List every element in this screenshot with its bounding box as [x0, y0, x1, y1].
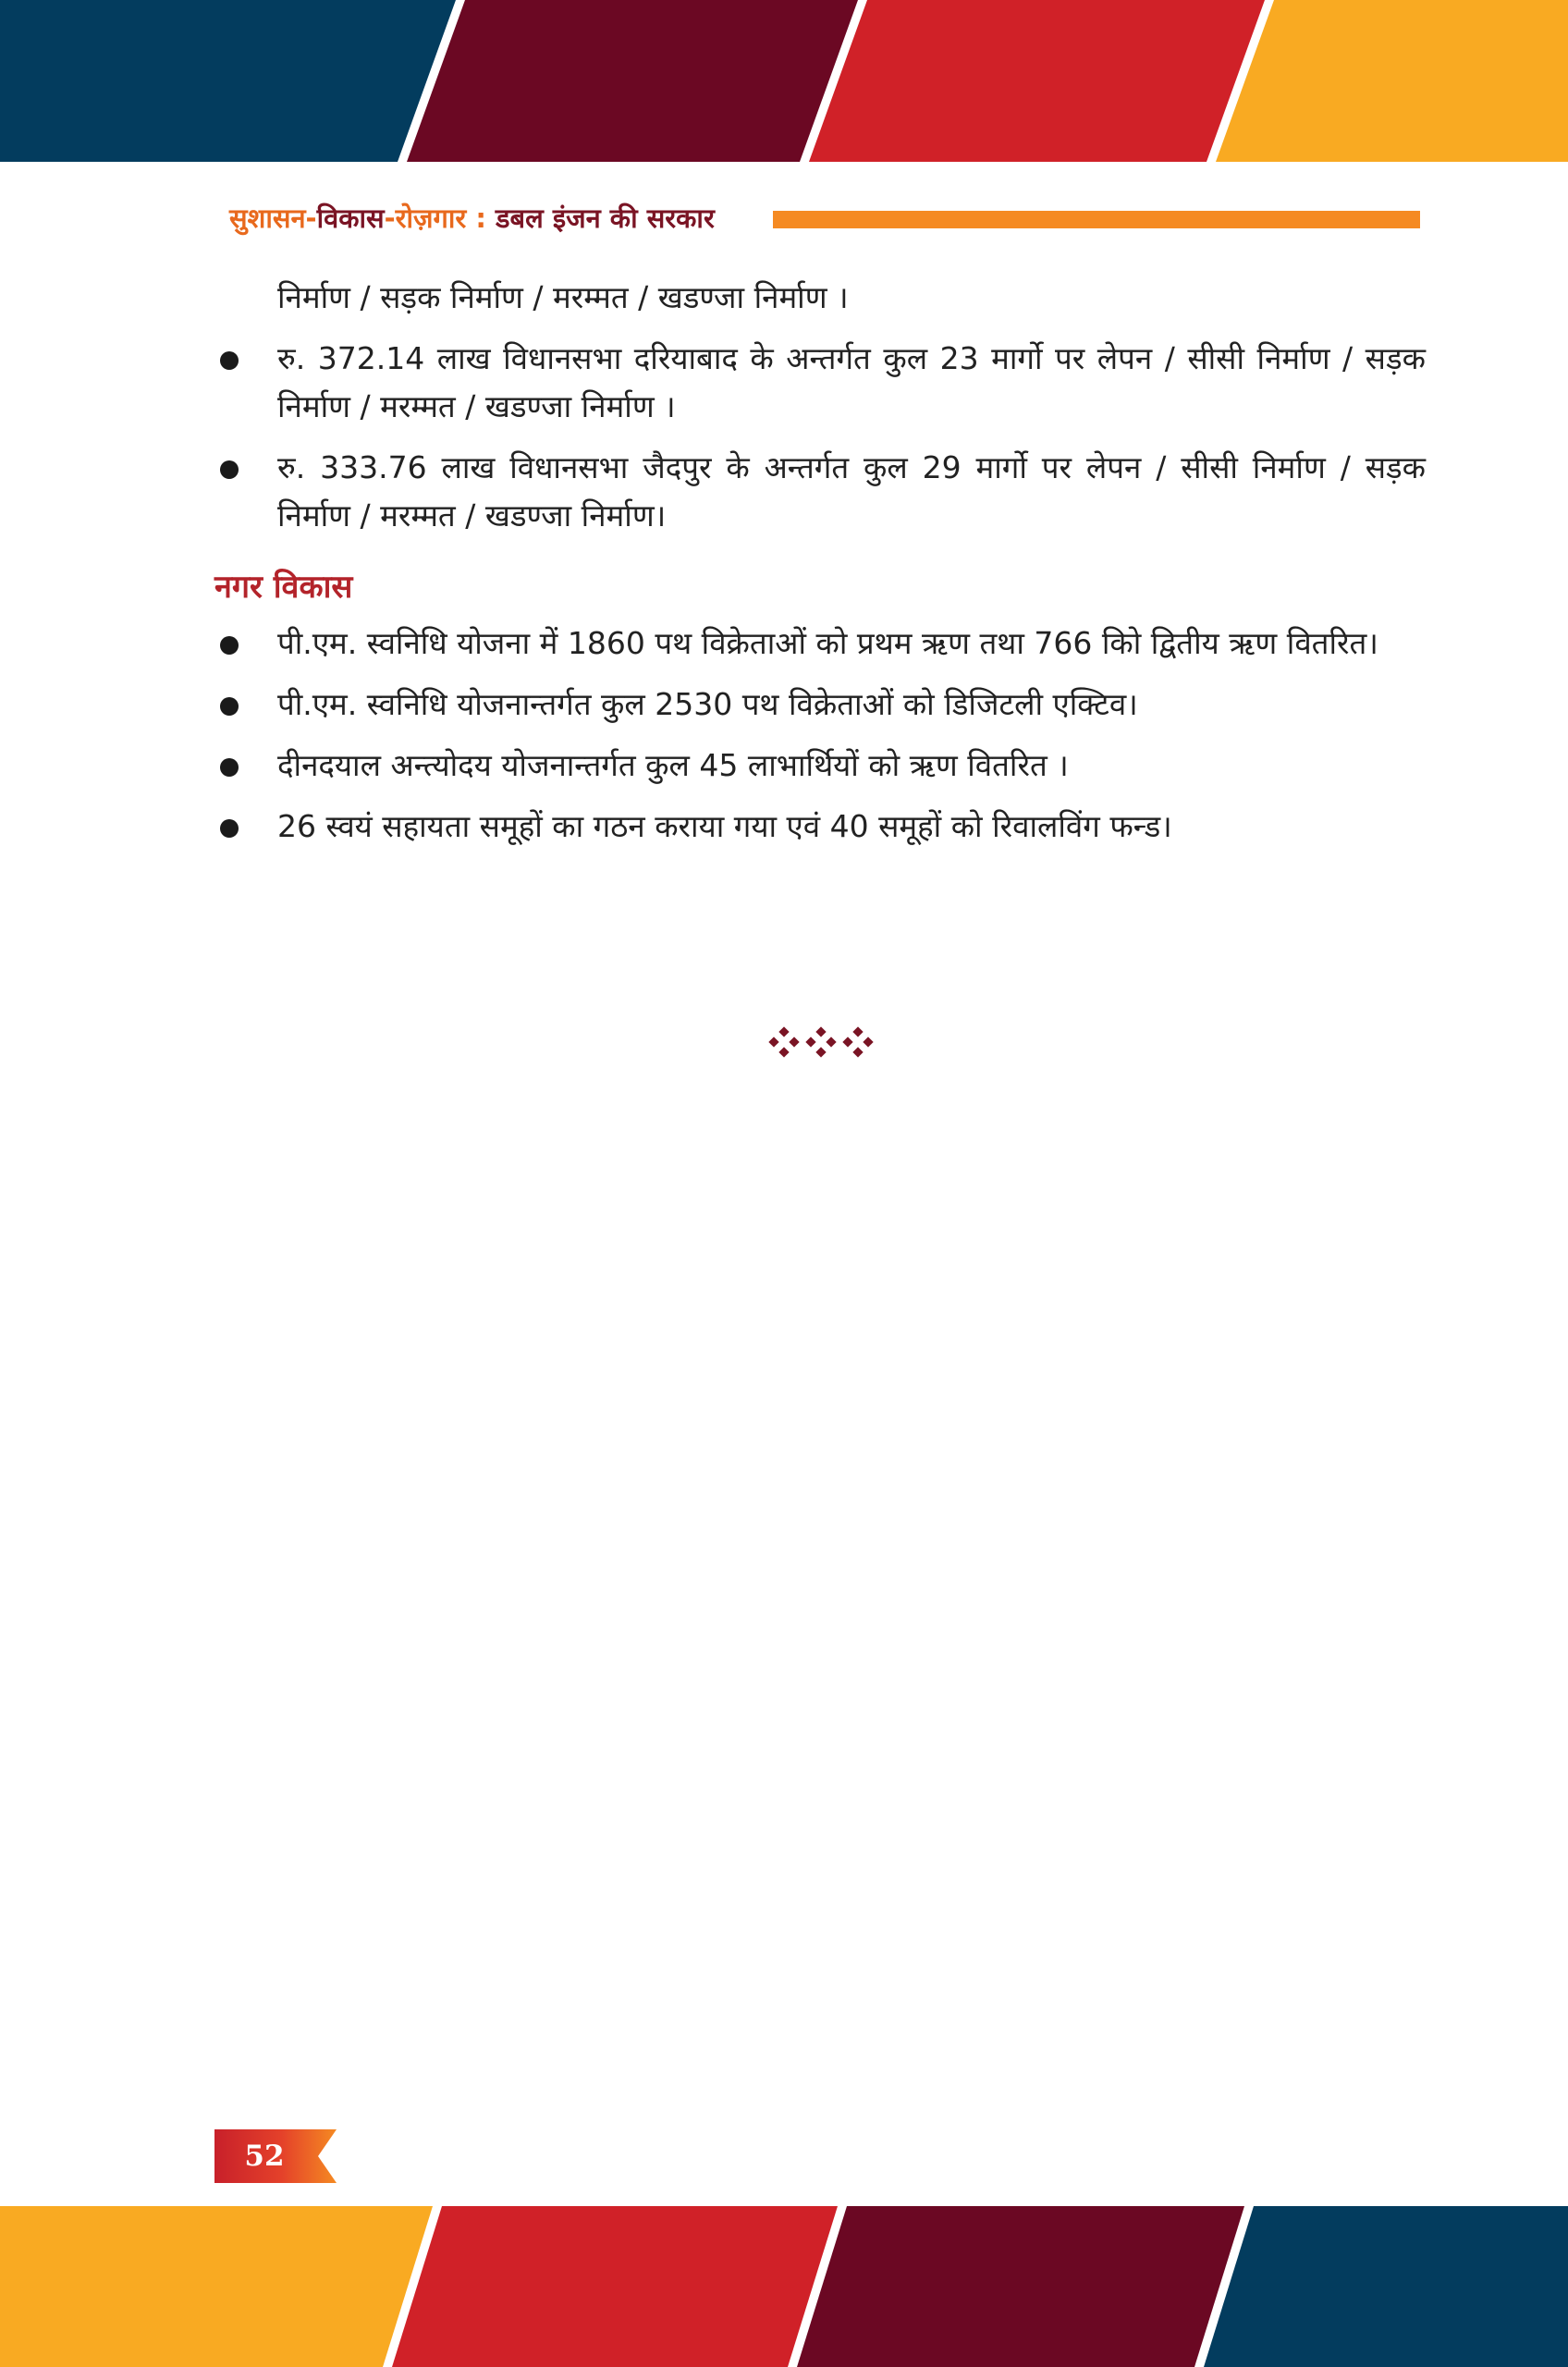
diamond-cluster-icon-3 — [842, 1026, 874, 1058]
bullet-text: दीनदयाल अन्त्योदय योजनान्तर्गत कुल 45 लाभार्थियों को ऋण वितरित । — [277, 747, 1069, 783]
bullet-icon — [220, 351, 239, 370]
bullet-icon — [220, 758, 239, 777]
bullet-icon — [220, 697, 239, 716]
bullet-item — [214, 742, 1426, 790]
bullet-text: 26 स्वयं सहायता समूहों का गठन कराया गया एवं 40 समूहों को रिवालविंग फन्ड। — [277, 808, 1172, 844]
bullet-item — [214, 444, 1426, 540]
bullet-item — [214, 335, 1426, 431]
header-title-part1: सुशासन- — [229, 202, 317, 234]
bullet-text: पी.एम. स्वनिधि योजना में 1860 पथ विक्रेताओं को प्रथम ऋण तथा 766 किो द्वितीय ऋण वितरित। — [277, 625, 1378, 661]
bullet-text: रु. 372.14 लाख विधानसभा दरियाबाद के अन्तर्गत कुल 23 मार्गो पर लेपन / सीसी निर्माण / सड़क निर्माण / मरम्मत / खडण्जा निर्माण । — [277, 340, 1426, 424]
bullet-text: पी.एम. स्वनिधि योजनान्तर्गत कुल 2530 पथ विक्रेताओं को डिजिटली एक्टिव। — [277, 686, 1138, 722]
header-title-part4: डबल इंजन की सरकार — [496, 202, 715, 234]
bullet-icon — [220, 819, 239, 838]
diamond-cluster-icon-1 — [768, 1026, 800, 1058]
bottom-color-band — [0, 2206, 1568, 2367]
page-content — [214, 274, 1426, 864]
header-title-part2: विकास — [316, 202, 385, 234]
bullet-item — [214, 803, 1426, 851]
section-heading: नगर विकास — [214, 569, 353, 606]
bullet-icon — [220, 460, 239, 479]
page-number-tab — [214, 2129, 337, 2183]
paragraph-text: निर्माण / सड़क निर्माण / मरम्मत / खडण्जा निर्माण । — [277, 279, 849, 315]
header-title — [229, 200, 715, 237]
header-title-part3: -रोज़गार : — [384, 202, 496, 234]
bullet-icon — [220, 636, 239, 655]
continued-paragraph — [214, 274, 1426, 322]
running-header — [229, 196, 1422, 242]
bullet-text: रु. 333.76 लाख विधानसभा जैदपुर के अन्तर्गत कुल 29 मार्गो पर लेपन / सीसी निर्माण / सड़क निर्माण / मरम्मत / खडण्जा निर्माण। — [277, 449, 1426, 533]
header-rule-bar — [773, 211, 1420, 228]
bullet-item — [214, 619, 1426, 668]
page-number: 52 — [244, 2140, 285, 2173]
bullet-item — [214, 681, 1426, 729]
diamond-cluster-icon — [766, 1026, 876, 1063]
top-color-band — [0, 0, 1568, 162]
diamond-cluster-icon-2 — [805, 1026, 837, 1058]
